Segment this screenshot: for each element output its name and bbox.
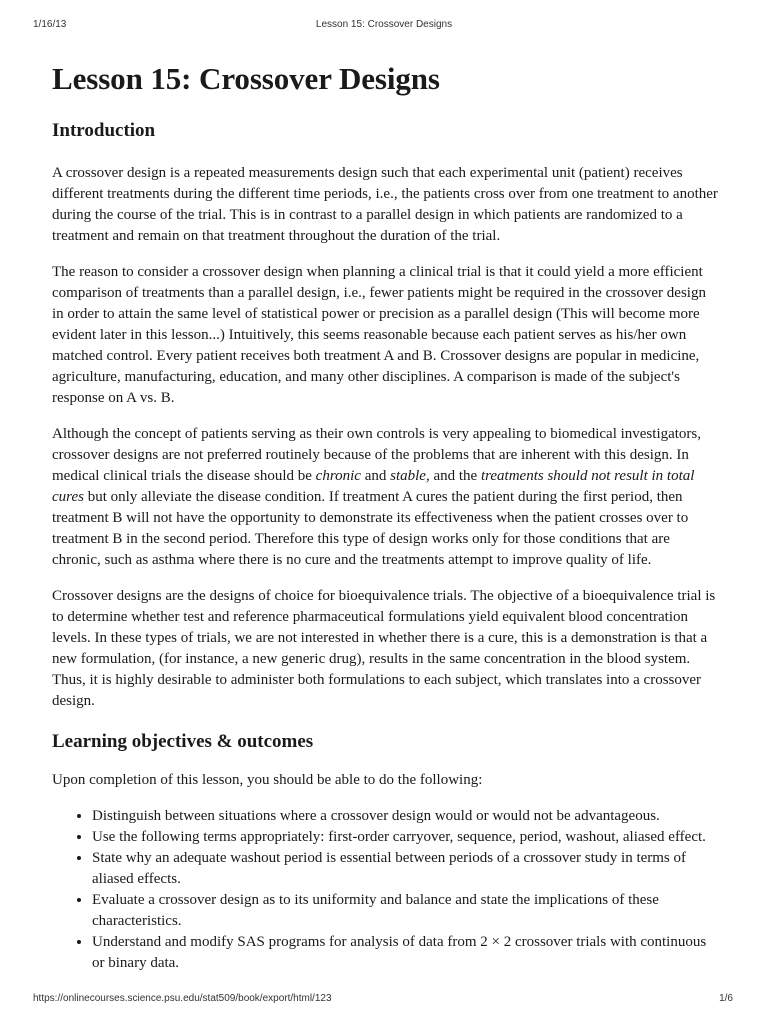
objectives-heading: Learning objectives & outcomes — [52, 731, 314, 752]
emphasis-chronic: chronic — [315, 468, 361, 484]
intro-paragraph-1: A crossover design is a repeated measurements design such that each experimental unit (patient) receives different treatments during the different time periods, i.e., the patients cross over from one treatment to another during the course of the trial. This is in contrast to a parallel design in which patients are randomized to a treatment and remain on that treatment throughout the duration of the trial. — [52, 165, 718, 244]
list-item: • Distinguish between situations where a crossover design would or would not be advantageous. — [92, 806, 718, 827]
intro-p3-text-2: and — [360, 468, 391, 484]
list-item: • Understand and modify SAS programs for analysis of data from 2 × 2 crossover trials with continuous or binary data. — [92, 932, 718, 974]
intro-p3-text-1: Although the concept of patients serving as their own controls is very appealing to biomedical investigators, crossover designs are not preferred routinely because of the problems that are inherent with this design. In medical clinical trials the disease should be — [52, 426, 702, 484]
print-url: https://onlinecourses.science.psu.edu/stat509/book/export/html/123 — [33, 993, 332, 1004]
list-item: • Use the following terms appropriately: first-order carryover, sequence, period, washout, aliased effect. — [92, 827, 718, 848]
print-header — [0, 19, 768, 33]
document-body — [52, 58, 718, 974]
page-title: Lesson 15: Crossover Designs — [52, 61, 440, 96]
list-item: • State why an adequate washout period is essential between periods of a crossover study in terms of aliased effects. — [92, 848, 718, 890]
intro-p3-text-4: but only alleviate the disease condition. If treatment A cures the patient during the first period, then treatment B will not have the opportunity to demonstrate its effectiveness when the patient crosses over to treatment B in the second period. Therefore this type of design works only for those conditions that are chronic, such as asthma where there is no cure and the treatments attempt to improve quality of life. — [52, 489, 689, 568]
objectives-list — [52, 806, 718, 974]
print-footer — [0, 993, 768, 1007]
intro-paragraph-2: The reason to consider a crossover design when planning a clinical trial is that it could yield a more efficient comparison of treatments than a parallel design, i.e., fewer patients might be required in the crossover design in order to attain the same level of statistical power or precision as a parallel design (This will become more evident later in this lesson...) Intuitively, this seems reasonable because each patient serves as his/her own matched control. Every patient receives both treatment A and B. Crossover designs are popular in medicine, agriculture, manufacturing, education, and many other disciplines. A comparison is made of the subject's response on A vs. B. — [52, 264, 706, 406]
page-number: 1/6 — [719, 993, 733, 1004]
objectives-lead: Upon completion of this lesson, you should be able to do the following: — [52, 772, 483, 788]
print-date: 1/16/13 — [33, 19, 67, 30]
list-item: • Evaluate a crossover design as to its uniformity and balance and state the implications of these characteristics. — [92, 890, 718, 932]
introduction-heading: Introduction — [52, 120, 156, 141]
intro-paragraph-4: Crossover designs are the designs of choice for bioequivalence trials. The objective of a bioequivalence trial is to determine whether test and reference pharmaceutical formulations yield equivalent blood concentration levels. In these types of trials, we are not interested in whether there is a cure, this is a demonstration is that a new formulation, (for instance, a new generic drug), results in the same concentration in the blood system. Thus, it is highly desirable to administer both formulations to each subject, which translates into a crossover design. — [52, 588, 716, 709]
print-title: Lesson 15: Crossover Designs — [315, 19, 453, 30]
emphasis-stable: stable — [390, 468, 426, 484]
intro-p3-text-3: , and the — [425, 468, 481, 484]
intro-paragraph-3 — [52, 424, 718, 571]
emphasis-treatments: treatments should not result in total cures — [52, 468, 695, 505]
